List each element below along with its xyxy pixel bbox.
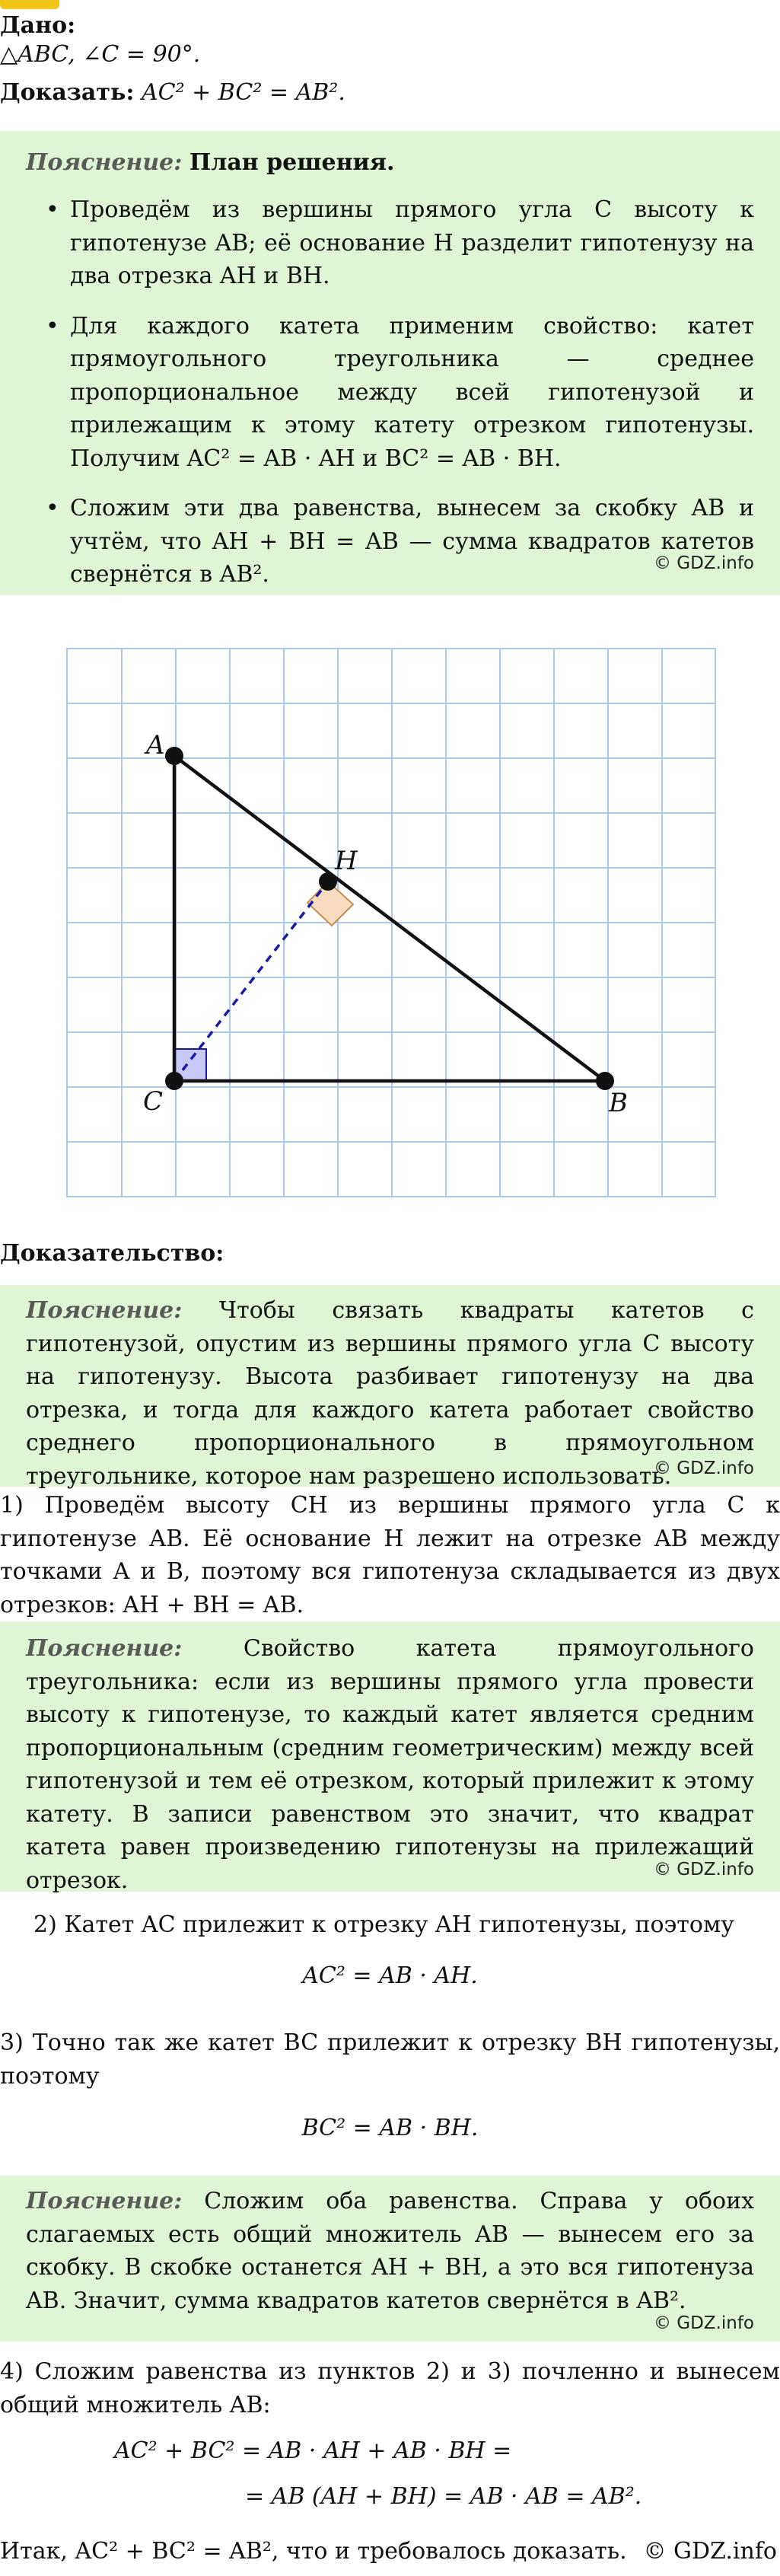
note3-text: Пояснение: Сложим оба равенства. Справа у обоих слагаемых есть общий множитель AB — вынесем его за скобку. В скобке останется AH + BH, а это вся гипотенуза AB. Значит, сумма квадратов катетов свернётся в AB². xyxy=(26,2188,754,2314)
plan-copyright: © GDZ.info xyxy=(653,553,754,573)
plan-item-3: • Сложим эти два равенства, вынесем за скобку AB и учтём, что AH + BH = AB — сумма квадратов катетов свернётся в AB². xyxy=(38,492,754,591)
note1-expl-label: Пояснение: xyxy=(26,1297,183,1324)
conclusion-copyright: © GDZ.info xyxy=(643,2538,777,2565)
plan-heading xyxy=(26,146,754,180)
plan-expl-label: Пояснение: xyxy=(26,149,183,176)
prove-statement: AC² + BC² = AB². xyxy=(141,79,345,106)
prove-label: Доказать: xyxy=(0,79,135,106)
note2-copyright: © GDZ.info xyxy=(653,1860,754,1879)
label-H: H xyxy=(335,846,358,876)
triangle-figure xyxy=(0,639,780,1233)
conclusion: Итак, AC² + BC² = AB², что и требовалось доказать. xyxy=(0,2538,627,2565)
note1-copyright: © GDZ.info xyxy=(653,1459,754,1478)
formula-4-line1: AC² + BC² = AB · AH + AB · BH = xyxy=(114,2437,512,2464)
step-2: 2) Катет AC прилежит к отрезку AH гипотенузы, поэтому xyxy=(33,1911,734,1938)
given-line: △ABC, ∠C = 90°. xyxy=(0,41,201,68)
proof-label: Доказательство: xyxy=(0,1240,224,1267)
note2-text: Пояснение: Свойство катета прямоугольного треугольника: если из вершины прямого угла провести высоту к гипотенузе, то каждый катет является средним пропорциональным (средним геометрическим) между всей гипотенузой и тем её отрезком, который прилежит к этому катету. В записи равенством это значит, что квадрат катета равен произведению гипотенузы на прилежащий отрезок. xyxy=(26,1635,754,1894)
plan-title: План решения. xyxy=(189,149,395,176)
label-A: A xyxy=(146,730,165,760)
label-B: B xyxy=(609,1088,628,1118)
formula-2: AC² = AB · AH. xyxy=(302,1962,478,1989)
note1-box xyxy=(0,1285,780,1490)
step-1: 1) Проведём высоту CH из вершины прямого угла C к гипотенузе AB. Её основание H лежит на отрезке AB между точками A и B, поэтому вся гипотенуза складывается из двух отрезков: AH + BH = AB. xyxy=(0,1492,780,1618)
note1-text: Пояснение: Чтобы связать квадраты катетов с гипотенузой, опустим из вершины прямого угла C высоту на гипотенузу. Высота разбивает гипотенузу на два отрезка, и тогда для каждого катета работает свойство среднего пропорционального в прямоугольном треугольнике, которое нам разрешено использовать. xyxy=(26,1297,754,1490)
formula-3: BC² = AB · BH. xyxy=(301,2115,479,2141)
note2-box xyxy=(0,1621,780,1892)
header-badge xyxy=(0,0,59,9)
plan-box xyxy=(0,131,780,595)
plan-list xyxy=(38,193,754,608)
note3-box xyxy=(0,2176,780,2342)
step-3: 3) Точно так же катет BC прилежит к отрезку BH гипотенузы, поэтому xyxy=(0,2029,780,2090)
given-label: Дано: xyxy=(0,12,76,39)
label-C: C xyxy=(143,1086,164,1117)
formula-4-line2: = AB (AH + BH) = AB · AB = AB². xyxy=(245,2483,642,2510)
note2-expl-label: Пояснение: xyxy=(26,1635,183,1662)
note3-expl-label: Пояснение: xyxy=(26,2188,183,2214)
plan-item-2: • Для каждого катета применим свойство: катет прямоугольного треугольника — среднее пропорциональное между всей гипотенузой и прилежащим к этому катету отрезком гипотенузы. Получим AC² = AB · AH и BC² = AB · BH. xyxy=(38,310,754,476)
step-4: 4) Сложим равенства из пунктов 2) и 3) почленно и вынесем общий множитель AB: xyxy=(0,2358,780,2418)
plan-item-1: • Проведём из вершины прямого угла C высоту к гипотенузе AB; её основание H разделит гипотенузу на два отрезка AH и BH. xyxy=(38,193,754,293)
note3-copyright: © GDZ.info xyxy=(653,2313,754,2333)
point-A xyxy=(165,747,183,765)
prove-line xyxy=(0,76,780,110)
point-C xyxy=(165,1072,183,1090)
